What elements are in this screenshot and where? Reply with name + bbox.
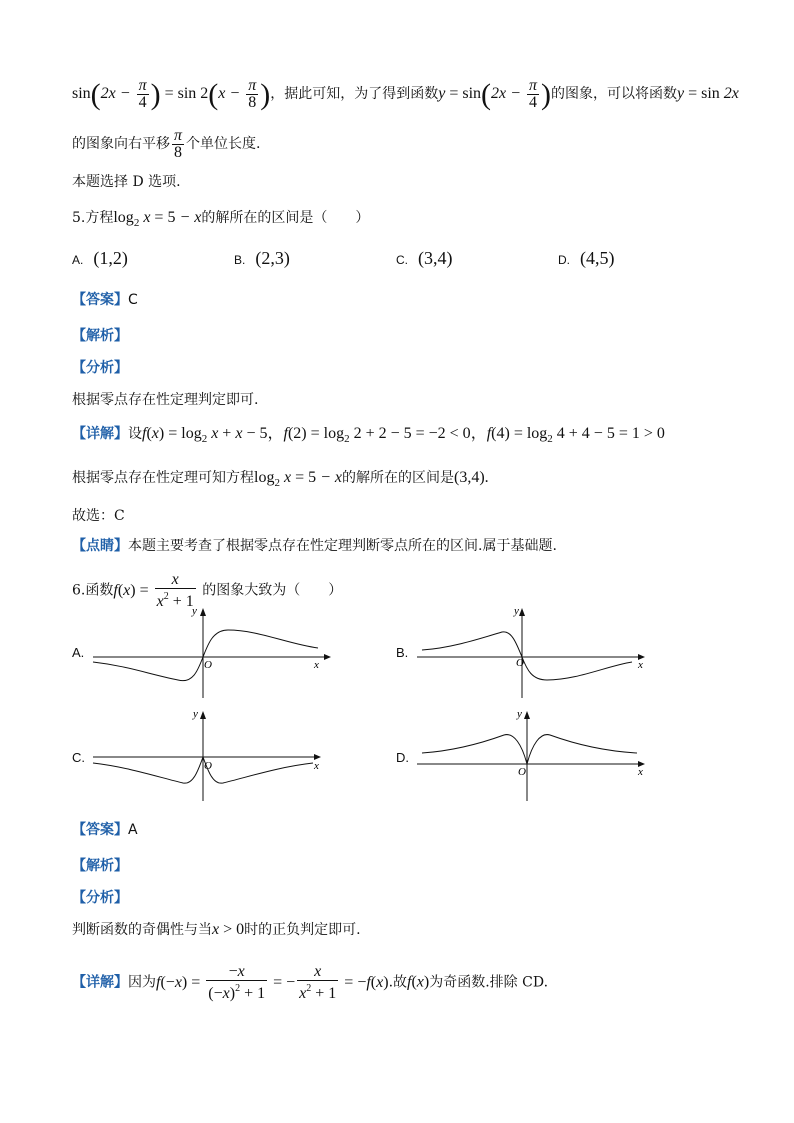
- q5-fenxi-tag: 【分析】: [72, 360, 128, 376]
- graph-b[interactable]: [412, 600, 662, 700]
- intro-line-2: [72, 128, 260, 161]
- curve: [422, 735, 637, 764]
- q5-conclusion-1: 根据零点存在性定理可知方程: [72, 470, 254, 486]
- q6-detail: [72, 964, 548, 1002]
- graph-label-a: A.: [72, 645, 85, 660]
- y-arrow: [200, 608, 206, 616]
- y-arrow: [519, 608, 525, 616]
- q5-equation: $\log_2 x = 5 - x$: [113, 209, 202, 229]
- graph-d[interactable]: [412, 705, 662, 805]
- q6-fenxi: [72, 920, 361, 940]
- comment-text: 本题主要考查了根据零点存在性定理判断零点所在的区间.属于基础题.: [128, 538, 557, 554]
- q6-analysis-tag: 【解析】: [72, 858, 128, 874]
- option-letter: B.: [234, 253, 246, 267]
- curve: [422, 632, 632, 680]
- q6-suffix: 的图象大致为（ ）: [202, 582, 343, 599]
- q5-prefix: 5.方程: [72, 210, 114, 226]
- q5-option-c[interactable]: [396, 248, 453, 269]
- q6-fenxi-condition: x > 0: [212, 921, 245, 938]
- y-arrow: [524, 711, 530, 719]
- comment-tag: 【点睛】: [72, 538, 128, 554]
- formula-shift: $\frac{\pi}{8}$: [174, 127, 183, 161]
- graph-c[interactable]: [88, 705, 338, 805]
- graph-label-d: D.: [396, 750, 409, 765]
- origin-label: O: [204, 659, 212, 671]
- q5-option-b[interactable]: [234, 248, 290, 269]
- answer-tag: 【答案】: [72, 822, 128, 838]
- y-label: y: [192, 605, 197, 617]
- detail-prefix: 设: [128, 426, 142, 442]
- option-letter: D.: [558, 253, 570, 267]
- formula-target: y = sin(2x − $\frac{\pi}{4}$ ): [438, 77, 551, 112]
- detail-suffix-1: .故: [388, 974, 408, 991]
- q6-fenxi-2: 时的正负判定即可.: [244, 922, 361, 938]
- formula-sin-identity: sin(2x − $\frac{\pi}{4}$ ) = sin 2(x − $\frac{\pi}{8}$ ): [72, 77, 271, 112]
- x-label: x: [314, 659, 319, 671]
- formula-source: y = sin 2x: [676, 85, 739, 103]
- origin-label: O: [204, 760, 212, 772]
- q5-detail: [72, 424, 665, 449]
- intro-conclusion: 本题选择 D 选项.: [72, 174, 181, 190]
- y-label: y: [514, 605, 519, 617]
- curve: [93, 630, 318, 681]
- y-label: y: [517, 708, 522, 720]
- q6-answer: [72, 820, 138, 840]
- y-label: y: [193, 708, 198, 720]
- detail-tag: 【详解】: [72, 974, 128, 991]
- graph-a[interactable]: [88, 600, 338, 700]
- q5-choose: 故选：C: [72, 508, 125, 524]
- option-interval: (4,5): [580, 248, 615, 268]
- intro-text-4: 个单位长度.: [186, 136, 261, 153]
- q5-detail-formula: $f(x) = \log_2 x + x - 5$，$f(2) = \log_2 2 + 2 - 5 = -2 < 0$，$f(4) = \log_2 4 + 4 - 5 = 1 > 0$: [142, 425, 665, 445]
- q6-fx: f(x): [407, 973, 430, 991]
- option-letter: A.: [72, 253, 84, 267]
- answer-value: A: [128, 822, 138, 838]
- q5-analysis-tag: 【解析】: [72, 328, 128, 344]
- x-label: x: [638, 659, 643, 671]
- detail-prefix: 因为: [128, 974, 156, 991]
- answer-tag: 【答案】: [72, 292, 128, 308]
- q5-option-a[interactable]: [72, 248, 128, 269]
- y-arrow: [200, 711, 206, 719]
- intro-text-3: 的图象向右平移: [72, 136, 170, 153]
- option-interval: (3,4): [418, 248, 453, 268]
- detail-tag: 【详解】: [72, 426, 128, 442]
- q5-comment: [72, 536, 557, 556]
- q5-conclusion-equation: $\log_2 x = 5 - x$: [254, 469, 342, 489]
- intro-line-1: [72, 78, 739, 111]
- answer-value: C: [128, 292, 138, 308]
- option-interval: (2,3): [255, 248, 290, 268]
- q5-option-d[interactable]: [558, 248, 615, 269]
- option-interval: (1,2): [93, 248, 128, 268]
- intro-text-1: ，据此可知，为了得到函数: [270, 86, 439, 103]
- q5-stem: [72, 208, 369, 233]
- graph-label-c: C.: [72, 750, 85, 765]
- detail-suffix-2: 为奇函数.排除 CD.: [429, 974, 549, 991]
- option-letter: C.: [396, 253, 408, 267]
- graph-label-b: B.: [396, 645, 409, 660]
- x-label: x: [638, 766, 643, 778]
- origin-label: O: [518, 766, 526, 778]
- x-label: x: [314, 760, 319, 772]
- origin-label: O: [516, 657, 524, 669]
- q5-fenxi-text: 根据零点存在性定理判定即可.: [72, 392, 259, 408]
- q5-conclusion-interval: (3,4).: [454, 469, 489, 486]
- q6-function: f(x) = $\frac{x}{x^2 + 1}$: [113, 571, 194, 610]
- q5-suffix: 的解所在的区间是（ ）: [201, 210, 370, 226]
- q6-fenxi-1: 判断函数的奇偶性与当: [72, 922, 212, 938]
- q6-detail-formula: f(−x) = $\frac{-x}{(-x)^2 + 1}$ = − $\frac{x}{x^2 + 1}$ = −f(x): [156, 963, 389, 1002]
- x-arrow: [324, 654, 331, 660]
- q5-answer: [72, 290, 138, 310]
- q6-fenxi-tag: 【分析】: [72, 890, 128, 906]
- intro-text-2: 的图象，可以将函数: [550, 86, 677, 103]
- q5-conclusion-2: 的解所在的区间是: [342, 470, 454, 486]
- q6-prefix: 6.函数: [72, 582, 114, 599]
- q5-conclusion: [72, 468, 489, 493]
